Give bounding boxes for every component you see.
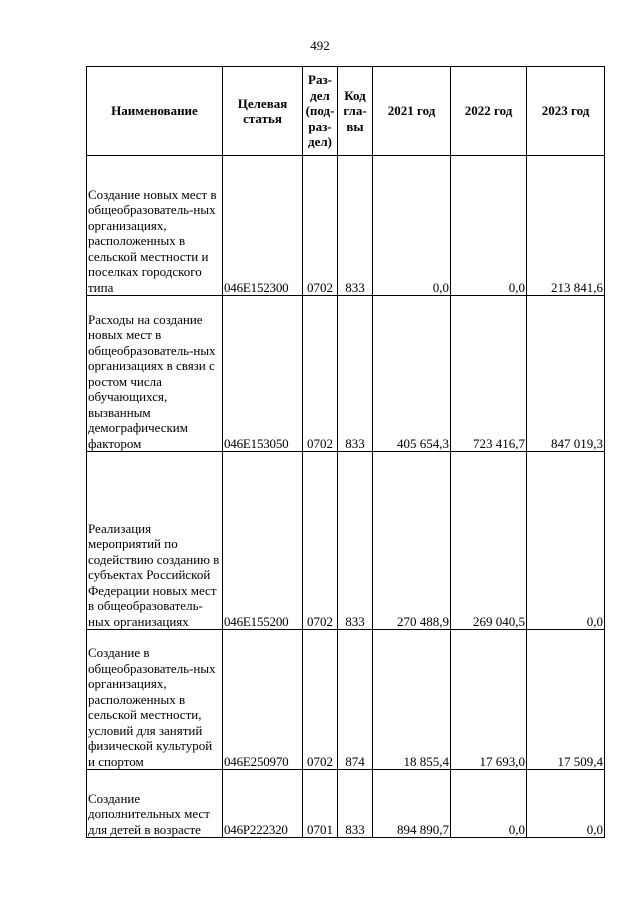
row-code: 833: [338, 770, 373, 838]
table-row: [87, 296, 605, 452]
header-2022: 2022 год: [451, 67, 527, 156]
row-2023: 847 019,3: [527, 296, 605, 452]
row-code: 874: [338, 630, 373, 770]
row-2022: 0,0: [451, 156, 527, 296]
row-name: Создание дополнительных мест для детей в возрасте: [87, 770, 223, 838]
header-2021: 2021 год: [373, 67, 451, 156]
row-2022: 17 693,0: [451, 630, 527, 770]
row-2021: 405 654,3: [373, 296, 451, 452]
table-row: [87, 770, 605, 838]
row-2022: 0,0: [451, 770, 527, 838]
row-2021: 894 890,7: [373, 770, 451, 838]
header-target: Целевая статья: [223, 67, 303, 156]
row-code: 833: [338, 296, 373, 452]
row-2021: 270 488,9: [373, 452, 451, 630]
row-section: 0701: [303, 770, 338, 838]
row-2023: 0,0: [527, 770, 605, 838]
header-2023: 2023 год: [527, 67, 605, 156]
row-section: 0702: [303, 156, 338, 296]
row-target: 046E153050: [223, 296, 303, 452]
row-section: 0702: [303, 452, 338, 630]
row-target: 046E152300: [223, 156, 303, 296]
row-code: 833: [338, 156, 373, 296]
row-section: 0702: [303, 630, 338, 770]
row-2021: 18 855,4: [373, 630, 451, 770]
row-target: 046E250970: [223, 630, 303, 770]
row-target: 046E155200: [223, 452, 303, 630]
row-2023: 213 841,6: [527, 156, 605, 296]
row-2022: 723 416,7: [451, 296, 527, 452]
row-target: 046P222320: [223, 770, 303, 838]
row-2021: 0,0: [373, 156, 451, 296]
header-section: Раз-дел (под-раз-дел): [303, 67, 338, 156]
row-code: 833: [338, 452, 373, 630]
row-2023: 17 509,4: [527, 630, 605, 770]
table-header-row: [87, 67, 605, 156]
row-section: 0702: [303, 296, 338, 452]
table-row: [87, 630, 605, 770]
table-row: [87, 452, 605, 630]
header-name: Наименование: [87, 67, 223, 156]
row-2022: 269 040,5: [451, 452, 527, 630]
budget-table: [86, 66, 605, 838]
row-name: Создание новых мест в общеобразователь-ных организациях, расположенных в сельской местности и поселках городского типа: [87, 156, 223, 296]
row-name: Расходы на создание новых мест в общеобразователь-ных организациях в связи с ростом числа обучающихся, вызванным демографическим фактором: [87, 296, 223, 452]
header-code: Код гла-вы: [338, 67, 373, 156]
row-name: Создание в общеобразователь-ных организациях, расположенных в сельской местности, условий для занятий физической культурой и спортом: [87, 630, 223, 770]
row-2023: 0,0: [527, 452, 605, 630]
table-row: [87, 156, 605, 296]
page-number: 492: [310, 38, 330, 53]
row-name: Реализация мероприятий по содействию созданию в субъектах Российской Федерации новых мест в общеобразователь-ных организациях: [87, 452, 223, 630]
